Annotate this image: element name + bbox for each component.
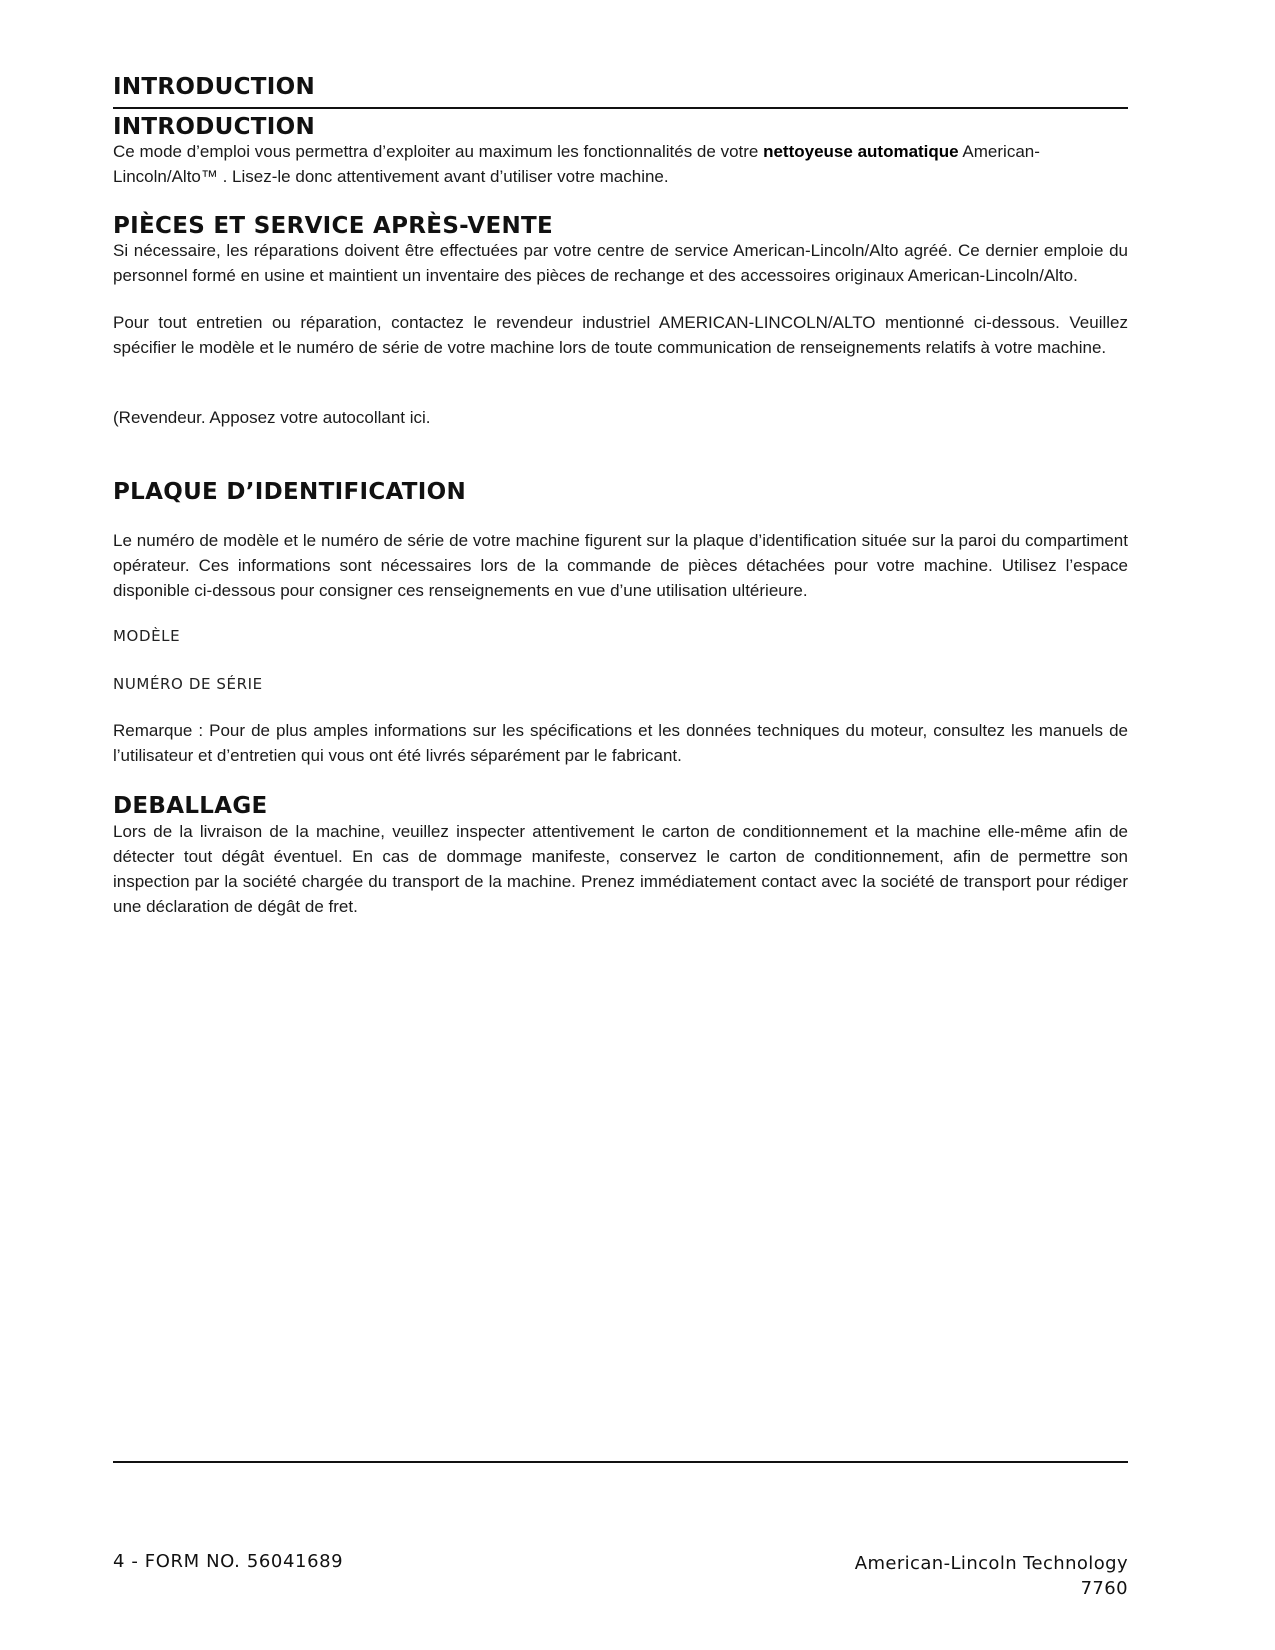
footer-form-number: 4 - FORM NO. 56041689 [113, 1551, 344, 1572]
parts-service-paragraph-2: Pour tout entretien ou réparation, contactez le revendeur industriel AMERICAN-LINCOLN/ALTO mentionné ci-dessous. Veuillez spécifier le modèle et le numéro de série de votre machine lors de toute communication de renseignements relatifs à votre machine. [113, 313, 1128, 357]
parts-service-paragraph-1: Si nécessaire, les réparations doivent être effectuées par votre centre de service American-Lincoln/Alto agréé. Ce dernier emploie du personnel formé en usine et maintient un inventaire des pièces de rechange et des accessoires originaux American-Lincoln/Alto. [113, 241, 1128, 285]
dealer-sticker-note: (Revendeur. Apposez votre autocollant ici. [113, 408, 431, 427]
introduction-paragraph [113, 139, 1128, 189]
footer-model-number: 7760 [1080, 1578, 1128, 1599]
introduction-heading: INTRODUCTION [113, 114, 316, 140]
footer-rule [113, 1461, 1128, 1463]
introduction-text-before: Ce mode d’emploi vous permettra d’exploiter au maximum les fonctionnalités de votre [113, 142, 764, 161]
introduction-bold-text: nettoyeuse automatique [763, 142, 959, 161]
footer-company: American-Lincoln Technology [854, 1553, 1128, 1574]
footer-company-block [855, 1551, 1128, 1601]
introduction-text-after: American-Lincoln/Alto™ . Lisez-le donc attentivement avant d’utiliser votre machine. [113, 142, 1040, 186]
header-rule [113, 107, 1128, 109]
page-header-title: INTRODUCTION [113, 74, 316, 100]
unpacking-heading: DEBALLAGE [113, 793, 268, 819]
document-page [113, 0, 1128, 1650]
model-label: MODÈLE [113, 627, 181, 645]
unpacking-paragraph: Lors de la livraison de la machine, veuillez inspecter attentivement le carton de conditionnement et la machine elle-même afin de détecter tout dégât éventuel. En cas de dommage manifeste, conservez le carton de conditionnement, afin de permettre son inspection par la société chargée du transport de la machine. Prenez immédiatement contact avec la société de transport pour rédiger une déclaration de dégât de fret. [113, 822, 1128, 916]
parts-service-heading: PIÈCES ET SERVICE APRÈS-VENTE [113, 213, 554, 239]
nameplate-paragraph: Le numéro de modèle et le numéro de série de votre machine figurent sur la plaque d’identification située sur la paroi du compartiment opérateur. Ces informations sont nécessaires lors de la commande de pièces détachées pour votre machine. Utilisez l’espace disponible ci-dessous pour consigner ces renseignements en vue d’une utilisation ultérieure. [113, 531, 1128, 600]
serial-number-label: NUMÉRO DE SÉRIE [113, 675, 263, 693]
engine-spec-note: Remarque : Pour de plus amples informations sur les spécifications et les données techniques du moteur, consultez les manuels de l’utilisateur et d’entretien qui vous ont été livrés séparément par le fabricant. [113, 721, 1128, 765]
nameplate-heading: PLAQUE D’IDENTIFICATION [113, 479, 467, 505]
